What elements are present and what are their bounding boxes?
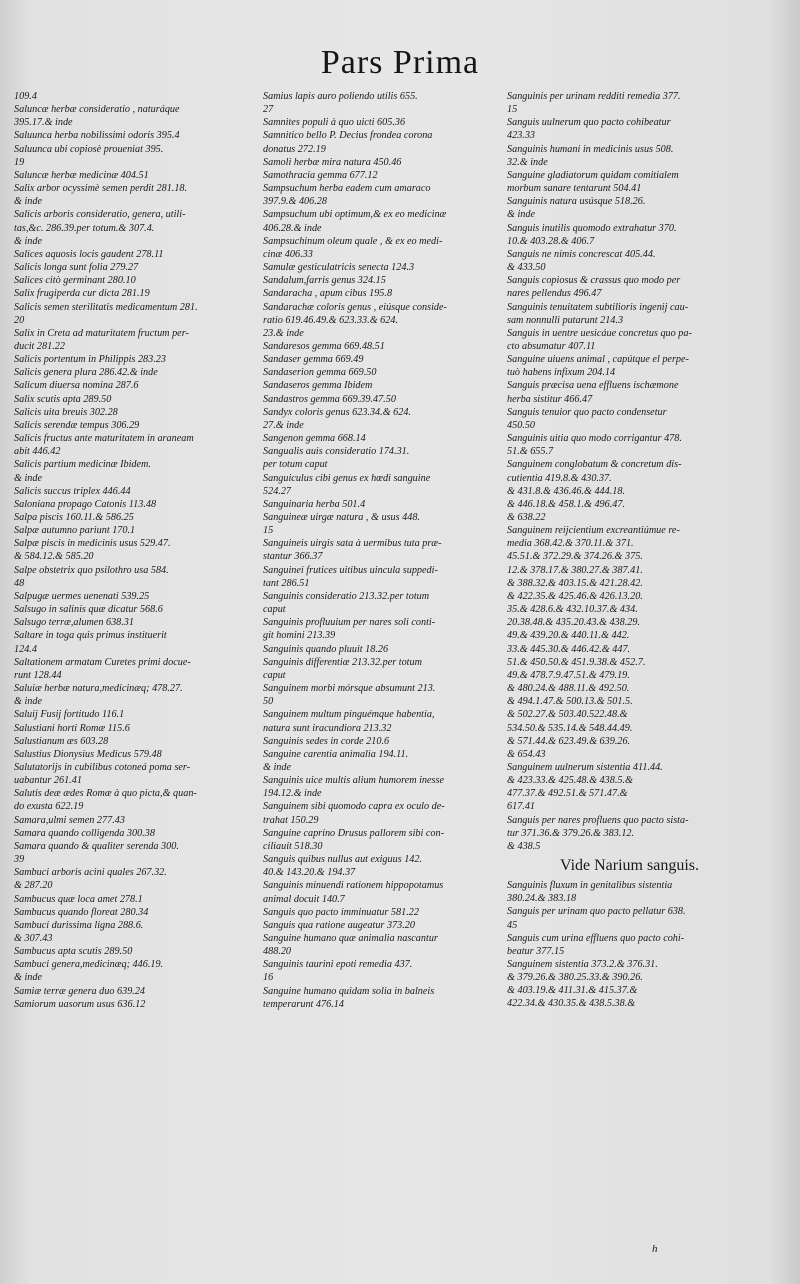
index-entry: Samiæ terræ genera duo 639.24 <box>14 985 146 997</box>
index-entry: Sanguis per urinam quo pacto pellatur 638. 45 <box>507 906 686 931</box>
index-entry: Sanguis copiosus & crassus quo modo per nares pellendus 496.47 <box>507 275 681 300</box>
index-entry: Sanguis quibus nullus aut exiguus 142. 40.& 143.20.& 194.37 <box>263 854 423 879</box>
index-entry: Sanguinem multum pinguémque habentia, natura sunt iracundiora 213.32 <box>263 709 435 734</box>
index-entry: Sanguinis humani in medicinis usus 508. 32.& inde <box>507 143 674 168</box>
index-entry: Salicis portentum in Philippis 283.23 <box>14 354 166 366</box>
index-entry: Salicis succus triplex 446.44 <box>14 485 131 497</box>
index-entry: Saluunca herba nobilissimi odoris 395.4 <box>14 130 180 142</box>
index-entry: Salsugo in salinis quæ dicatur 568.6 <box>14 604 163 616</box>
index-entry: Sanguinem sibi quomodo capra ex oculo de- trahat 150.29 <box>263 801 445 826</box>
index-entry: Salicis uita breuis 302.28 <box>14 406 118 418</box>
index-entry: Saltationem armatam Curetes primi docue- runt 128.44 <box>14 656 191 681</box>
index-entry: Sanguine gladiatorum quidam comitialem morbum sanare tentarunt 504.41 <box>507 169 679 195</box>
index-entry: Sanguine carentia animalia 194.11. & inde <box>263 748 409 773</box>
index-entry: Salices aquosis locis gaudent 278.11 <box>14 248 164 260</box>
index-entry: Salices citò germinant 280.10 <box>14 275 136 287</box>
index-entry: Sanguinis per urinam redditi remedia 377. 15 <box>507 91 681 116</box>
index-entry: Salicis genera plura 286.42.& inde <box>14 367 158 379</box>
index-entry: Sanguis præcisa uena effluens ischæmone herba sistitur 466.47 <box>507 380 679 405</box>
index-entry: Salustius Dionysius Medicus 579.48 <box>14 748 162 760</box>
index-entry: Salicum diuersa nomina 287.6 <box>14 380 139 392</box>
index-entry: Sanguis tenuior quo pacto condensetur 450.50 <box>507 406 667 431</box>
index-column-left <box>14 90 259 1011</box>
index-entry: Sanguine humano quæ animalia nascantur 488.20 <box>263 933 438 958</box>
index-entry: Salicis semen sterilitatis medicamentum 281. 20 <box>14 301 198 326</box>
index-entry: Sampsuchinum oleum quale , & ex eo medi- cinæ 406.33 <box>263 235 443 260</box>
index-entry: Sanguinis profluuium per nares soli conti- git homini 213.39 <box>263 617 436 642</box>
index-entry: Salustiani horti Romæ 115.6 <box>14 722 130 734</box>
index-entry: Sanguinis taurini epoti remedia 437. 16 <box>263 959 413 984</box>
index-entry: Sanguis uulnerum quo pacto cohibeatur 423.33 <box>507 117 671 142</box>
index-entry: Sanguine uiuens animal , capútque el perpe- tuò habens infixum 204.14 <box>507 354 689 379</box>
index-entry: Salicis longa sunt folia 279.27 <box>14 262 139 274</box>
signature-mark: h <box>652 1243 658 1255</box>
index-entry: Sambuci durissima ligna 288.6. & 307.43 <box>14 919 144 944</box>
index-entry: Samothracia gemma 677.12 <box>263 169 378 181</box>
index-entry: Sampsuchum herba eadem cum amaraco 397.9.& 406.28 <box>263 183 431 208</box>
page-header: Pars Prima <box>320 44 480 81</box>
index-entry: Sanguis inutilis quomodo extrahatur 370. 10.& 403.28.& 406.7 <box>507 222 677 247</box>
index-entry: Sanguinis fluxum in genitalibus sistentia 380.24.& 383.18 <box>507 880 673 905</box>
index-entry: Saluij Fusij fortitudo 116.1 <box>14 709 125 721</box>
index-entry: Salpæ piscis in medicinis usus 529.47. & 584.12.& 585.20 <box>14 538 171 563</box>
index-entry: Sanguis per nares profluens quo pacto sista- tur 371.36.& 379.26.& 383.12. & 438.5 <box>507 814 689 852</box>
index-entry: Sanguinis sedes in corde 210.6 <box>263 735 390 747</box>
index-entry: Sandalum,farris genus 324.15 <box>263 275 386 287</box>
index-entry: Sanguis in uentre uesicáue concretus quo pa- cto absumatur 407.11 <box>507 327 692 352</box>
index-entry: Samnites populi à quo uicti 605.36 <box>263 117 406 129</box>
index-entry: Sanguineis uirgis sata à uermibus tuta præ- stantur 366.37 <box>263 538 442 563</box>
index-entry: Salpæ autumno pariunt 170.1 <box>14 525 136 537</box>
index-entry: Sanguine caprino Drusus pallorem sibi con- ciliauit 518.30 <box>263 827 445 852</box>
index-entry: Sandaserion gemma 669.50 <box>263 367 377 379</box>
index-entry: Saluncæ herbæ consideratio , naturáque 395.17.& inde <box>14 104 180 129</box>
index-entry: Samara,ulmi semen 277.43 <box>14 814 125 826</box>
index-entry: Samius lapis auro poliendo utilis 655. 27 <box>263 91 418 116</box>
index-entry: Saluncæ herbæ medicinæ 404.51 <box>14 169 149 181</box>
index-entry: Samiorum uasorum usus 636.12 <box>14 998 146 1010</box>
index-entry: Sanguiculus cibi genus ex hœdi sanguine 524.27 <box>263 472 431 497</box>
index-entry: Salpe obstetrix quo psilothro usa 584. 48 <box>14 564 169 589</box>
index-entry: Sanguinis uitia quo modo corrigantur 478. 51.& 655.7 <box>507 433 682 458</box>
index-entry: Sandaseros gemma Ibidem <box>263 380 373 392</box>
index-entry: Sandaser gemma 669.49 <box>263 354 364 366</box>
index-entry: Salicis partium medicinæ Ibidem. & inde <box>14 459 151 484</box>
index-entry: Sambuci genera,medicinæq; 446.19. & inde <box>14 959 164 984</box>
index-entry: Saluiæ herbæ natura,medicinæq; 478.27. & inde <box>14 683 183 708</box>
index-entry: Sanguinem conglobatum & concretum dis- cutientia 419.8.& 430.37. & 431.8.& 436.46.& 444.18. & 446.18.& 458.1.& 496.47. & 638.22 <box>507 459 682 523</box>
index-entry: Sanguinem reijcientium excreantiúmue re- media 368.42.& 370.11.& 371. 45.51.& 372.29.& 374.26.& 375. 12.& 378.17.& 380.27.& 387.41. & 388.32.& 403.15.& 421.28.42. & 422.35.& 425.46.& 426.13.20. 35.& 428.6.& 432.10.37.& 434. 20.38.48.& 435.20.43.& 438.29. 49.& 439.20.& 440.11.& 442. 33.& 445.30.& 446.42.& 447. 51.& 450.50.& 451.9.38.& 452.7. 49.& 478.7.9.47.51.& 479.19. & 480.24.& 488.11.& 492.50. & 494.1.47.& 500.13.& 501.5. & 502.27.& 503.40.522.48.& 534.50.& 535.14.& 548.44.49. & 571.44.& 623.49.& 639.26. & 654.43 <box>507 525 680 760</box>
index-entry: Sanguinem uulnerum sistentia 411.44. & 423.33.& 425.48.& 438.5.& 477.37.& 492.51.& 571.47.& 617.41 <box>507 761 663 813</box>
index-entry: Sambuci arboris acini quales 267.32. & 287.20 <box>14 867 167 892</box>
index-entry: Saltare in toga quis primus instituerit 124.4 <box>14 630 167 655</box>
index-entry: Saluunca ubi copiosè proueniat 395. 19 <box>14 143 164 168</box>
index-entry: Sandyx coloris genus 623.34.& 624. 27.& inde <box>263 406 411 431</box>
index-entry: Salix scutis apta 289.50 <box>14 393 112 405</box>
index-entry: Sanguinis uice multis alium humorem inesse 194.12.& inde <box>263 775 445 800</box>
index-entry: Sandaresos gemma 669.48.51 <box>263 340 385 352</box>
index-entry: Salix arbor ocyssimè semen perdit 281.18. & inde <box>14 183 188 208</box>
index-entry: Samara quando colligenda 300.38 <box>14 827 155 839</box>
index-entry: Sanguis ne nimis concrescat 405.44. & 433.50 <box>507 248 656 274</box>
index-entry: Sambucus quæ loca amet 278.1 <box>14 893 143 905</box>
index-entry: Sandastros gemma 669.39.47.50 <box>263 393 396 405</box>
index-entry: Salix in Creta ad maturitatem fructum per- ducit 281.22 <box>14 327 189 352</box>
index-entry: Sanguinis minuendi rationem hippopotamus animal docuit 140.7 <box>263 880 444 905</box>
index-entry: Sanguinei frutices uitibus uincula suppedi- tant 286.51 <box>263 564 438 589</box>
index-entry: Sangualis auis consideratio 174.31. per totum caput <box>263 446 410 471</box>
index-entry: Sanguinis tenuitatem subtilioris ingenij cau- sam nonnulli putarunt 214.3 <box>507 301 689 326</box>
index-entry: Sandaracha , apum cibus 195.8 <box>263 288 393 300</box>
index-entry: Samulæ gesticulatricis senecta 124.3 <box>263 262 415 274</box>
index-entry: Salsugo terræ,alumen 638.31 <box>14 617 134 629</box>
index-entry: Salutis deæ ædes Romæ à quo picta,& quan- do exusta 622.19 <box>14 788 197 813</box>
index-entry: Saloniana propago Catonis 113.48 <box>14 498 157 510</box>
index-entry: Sambucus apta scutis 289.50 <box>14 946 133 958</box>
index-entry: Salutatorijs in cubilibus cotoneá poma ser- uabantur 261.41 <box>14 761 191 787</box>
index-entry: Salpa piscis 160.11.& 586.25 <box>14 512 134 523</box>
index-entry: Sanguis qua ratione augeatur 373.20 <box>263 919 415 931</box>
index-entry: Sangenon gemma 668.14 <box>263 433 366 445</box>
index-entry: Sanguinem sistentia 373.2.& 376.31. & 379.26.& 380.25.33.& 390.26. & 403.19.& 411.31.& 415.37.& 422.34.& 430.35.& 438.5.38.& <box>507 959 658 1010</box>
index-entry: Sanguinis differentiæ 213.32.per totum caput <box>263 656 422 681</box>
index-entry: Salustianum æs 603.28 <box>14 735 109 747</box>
index-entry: Samoli herbæ mira natura 450.46 <box>263 156 402 168</box>
index-entry: Salpugæ uermes uenenati 539.25 <box>14 590 150 602</box>
index-entry: Salicis arboris consideratio, genera, utili- tas,&c. 286.39.per totum.& 307.4. & inde <box>14 209 186 247</box>
index-entry: Sanguinis natura usúsque 518.26. & inde <box>507 196 646 221</box>
index-entry: Sanguinaria herba 501.4 <box>263 498 366 510</box>
index-entry: Sanguinem morbi mórsque absumunt 213. 50 <box>263 683 436 708</box>
index-entry: Sanguis quo pacto imminuatur 581.22 <box>263 906 419 918</box>
index-entry: Salicis fructus ante maturitatem in araneam abit 446.42 <box>14 433 194 458</box>
index-entry: Salix frugiperda cur dicta 281.19 <box>14 288 150 300</box>
index-entry: Sanguine humano quidam solia in balneis temperarunt 476.14 <box>263 985 435 1010</box>
index-entry: Sanguineæ uirgæ natura , & usus 448. 15 <box>263 512 420 537</box>
index-entry: Sanguis cum urina effluens quo pacto cohi- beatur 377.15 <box>507 932 685 957</box>
index-entry: Sambucus quando floreat 280.34 <box>14 906 149 918</box>
index-entry: Sampsuchum ubi optimum,& ex eo medicinæ 406.28.& inde <box>263 209 447 234</box>
index-column-right <box>507 90 752 1011</box>
cross-reference-heading: Vide Narium sanguis. <box>559 857 699 875</box>
index-entry: Samnitico bello P. Decius frondea corona donatus 272.19 <box>263 130 433 155</box>
index-entry: Sandarachæ coloris genus , eiúsque conside- ratio 619.46.49.& 623.33.& 624. 23.& inde <box>263 301 447 339</box>
index-entry: 109.4 <box>14 91 37 102</box>
index-entry: Salicis serendæ tempus 306.29 <box>14 419 140 431</box>
index-entry: Sanguinis quando pluuit 18.26 <box>263 643 389 655</box>
index-entry: Sanguinis consideratio 213.32.per totum caput <box>263 590 430 616</box>
index-entry: Samara quando & qualiter serenda 300. 39 <box>14 840 179 866</box>
index-column-middle <box>263 90 508 1011</box>
